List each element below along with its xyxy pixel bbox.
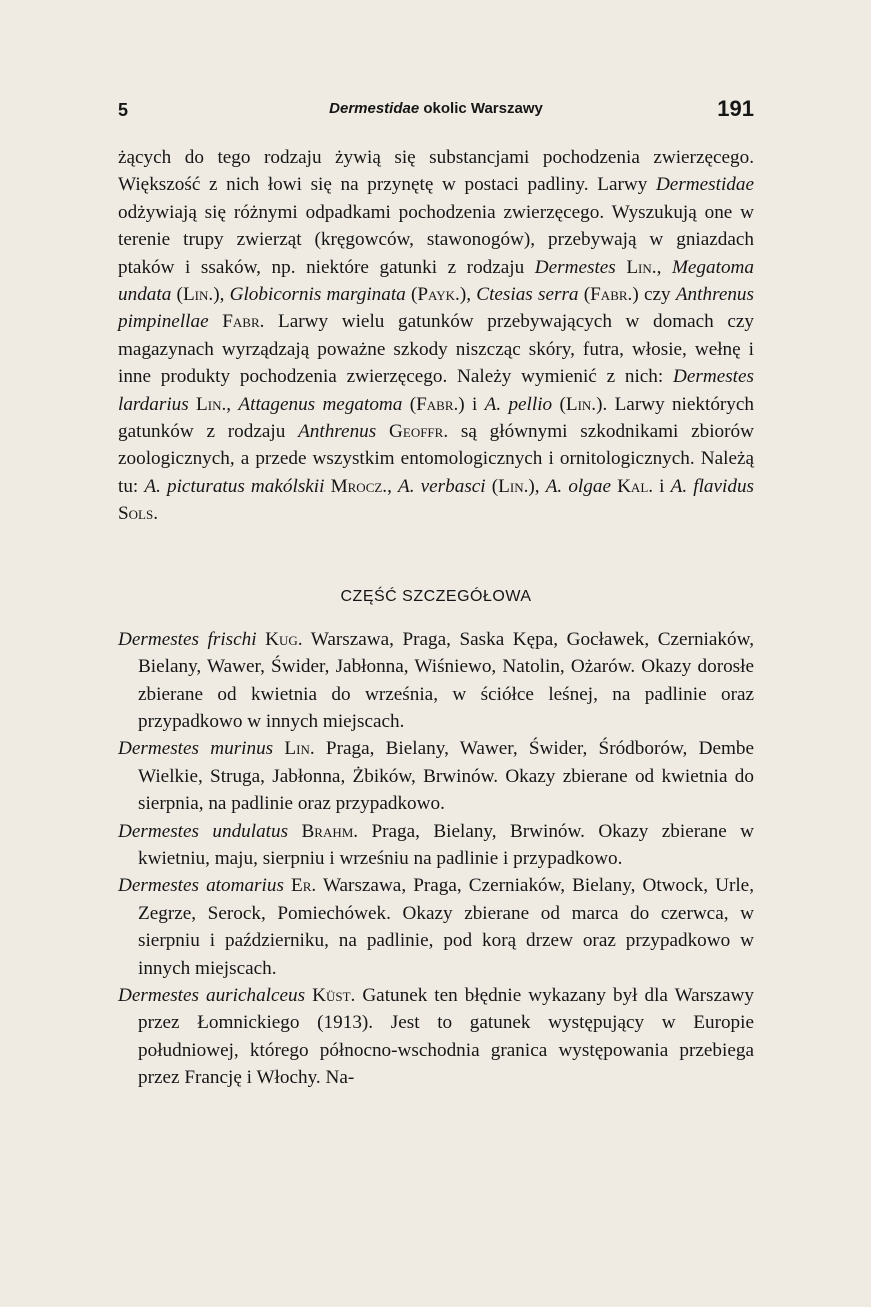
text-run: ( bbox=[171, 284, 183, 306]
text-run: ( bbox=[405, 284, 418, 306]
italic-taxon: Anthrenus bbox=[298, 421, 377, 443]
species-name: Dermestes murinus bbox=[118, 738, 274, 760]
author-name: Lin. bbox=[182, 284, 214, 306]
species-entry bbox=[118, 735, 754, 817]
text-run: ), bbox=[528, 475, 546, 497]
species-author: Lin bbox=[284, 738, 310, 760]
italic-taxon: Megatoma undata bbox=[118, 256, 754, 306]
italic-taxon: Anthrenus pimpinellae bbox=[118, 284, 754, 333]
text-run: ( bbox=[578, 284, 591, 306]
text-run: i bbox=[653, 475, 671, 497]
species-description: . Praga, Bielany, Wawer, Świder, Śródborów, Dembe Wielkie, Struga, Jabłonna, Żbików, Brwinów. Okazy zbierane od kwietnia do sierpnia, na padlinie oraz przypadkowo. bbox=[138, 738, 754, 815]
author-name: Fabr. bbox=[416, 393, 459, 415]
species-name: Dermestes undulatus bbox=[118, 820, 289, 842]
species-name: Dermestes aurichalceus bbox=[118, 984, 306, 1006]
text-run: ) i bbox=[458, 393, 485, 415]
header-left-number: 5 bbox=[118, 100, 129, 120]
text-run bbox=[616, 257, 627, 278]
italic-taxon: Ctesias serra bbox=[476, 284, 579, 306]
section-title: CZĘŚĆ SZCZEGÓŁOWA bbox=[340, 587, 532, 605]
text-run bbox=[189, 394, 196, 415]
page-number: 191 bbox=[717, 96, 754, 121]
text-run: . Larwy wielu gatunków przebywających w domach czy magazynach wyrządzają poważne szkody niszcząc skóry, futra, włosie, wełnę i inne produkty pochodzenia zwierzęcego. Należy wymienić z nich: bbox=[118, 311, 754, 388]
author-name: Lin. bbox=[626, 256, 657, 278]
italic-taxon: A. flavidus bbox=[670, 475, 755, 497]
author-name: Lin. bbox=[196, 393, 227, 415]
species-description: . Praga, Bielany, Brwinów. Okazy zbierane w kwietniu, maju, sierpniu i wrześniu na padlinie i przypadkowo. bbox=[138, 820, 754, 869]
text-run: ( bbox=[485, 475, 499, 497]
species-entry bbox=[118, 982, 754, 1092]
italic-taxon: Dermestidae bbox=[655, 174, 754, 196]
italic-taxon: A. picturatus makólskii bbox=[144, 475, 325, 497]
author-name: Lin. bbox=[498, 475, 529, 497]
species-name: Dermestes atomarius bbox=[118, 875, 284, 897]
species-entries bbox=[118, 626, 754, 1092]
italic-taxon: A. verbasci bbox=[398, 475, 486, 497]
text-run: ), bbox=[213, 284, 230, 306]
text-run: ( bbox=[402, 393, 417, 415]
species-description: . Gatunek ten błędnie wykazany był dla Warszawy przez Łomnickiego (1913). Jest to gatunek występujący w Europie południowej, którego północno-wschodnia granica występowania przebiega przez Francję i Włochy. Na- bbox=[138, 984, 755, 1089]
species-name: Dermestes frischi bbox=[118, 628, 257, 650]
page-body bbox=[118, 144, 754, 1092]
text-run: żących do tego rodzaju żywią się substancjami pochodzenia zwierzęcego. Większość z nich łowi się na przynętę w postaci padliny. Larwy bbox=[118, 147, 754, 196]
author-name: Sols. bbox=[118, 503, 159, 525]
text-run: ) czy bbox=[632, 284, 676, 306]
text-run: , bbox=[387, 475, 399, 497]
species-author: Er bbox=[291, 875, 312, 897]
species-entry bbox=[118, 872, 754, 982]
italic-taxon: Dermestes bbox=[534, 256, 616, 278]
author-name: Fabr bbox=[222, 311, 260, 333]
species-author: Kug bbox=[265, 628, 298, 650]
text-run: , bbox=[226, 393, 239, 415]
species-entry bbox=[118, 818, 754, 873]
author-name: Geoffr bbox=[389, 421, 444, 443]
species-author: Brahm bbox=[301, 820, 354, 842]
italic-taxon: A. olgae bbox=[545, 475, 611, 497]
text-run bbox=[376, 421, 389, 442]
text-run: . są głównymi szkodnikami zbiorów zoologicznych, a przede wszystkim entomologicznych i ornitologicznych. Należą tu: bbox=[118, 421, 754, 497]
italic-taxon: Dermestes lardarius bbox=[118, 366, 754, 415]
species-author: Küst bbox=[312, 984, 351, 1006]
author-name: Payk. bbox=[417, 284, 460, 306]
running-title-italic: Dermestidae bbox=[329, 100, 420, 117]
author-name: Fabr. bbox=[590, 284, 633, 306]
text-run: ( bbox=[552, 393, 566, 415]
text-run bbox=[209, 311, 223, 332]
text-run: , bbox=[656, 256, 672, 278]
species-description: . Warszawa, Praga, Czerniaków, Bielany, Otwock, Urle, Zegrze, Serock, Pomiechówek. Okazy zbierane od marca do czerwca, w sierpniu i październiku, na padlinie, pod korą drzew oraz przypadkowo w innych miejscach. bbox=[138, 875, 754, 979]
italic-taxon: Attagenus megatoma bbox=[238, 393, 403, 415]
author-name: Lin. bbox=[565, 393, 597, 415]
species-entry bbox=[118, 626, 754, 736]
text-run: ). Larwy niektórych gatunków z rodzaju bbox=[118, 393, 755, 443]
text-run: ), bbox=[459, 284, 477, 306]
italic-taxon: A. pellio bbox=[484, 393, 553, 415]
running-header bbox=[118, 96, 754, 126]
running-title bbox=[118, 100, 754, 117]
text-run: odżywiają się różnymi odpadkami pochodzenia zwierzęcego. Wyszukują one w terenie trupy zwierząt (kręgowców, stawonogów), przebywają w gniazdach ptaków i ssaków, np. niektóre gatunki z rodzaju bbox=[118, 201, 754, 278]
running-title-rest: okolic Warszawy bbox=[419, 100, 543, 117]
author-name: Mrocz. bbox=[330, 475, 388, 497]
intro-paragraph bbox=[118, 144, 754, 528]
author-name: Kal. bbox=[617, 475, 654, 497]
italic-taxon: Globicornis marginata bbox=[229, 284, 406, 306]
species-description: . Warszawa, Praga, Saska Kępa, Gocławek, Czerniaków, Bielany, Wawer, Świder, Jabłonna, Wiśniewo, Natolin, Ożarów. Okazy dorosłe zbierane od kwietnia do września, w ściółce leśnej, na padlinie oraz przypadkowo w innych miejscach. bbox=[138, 628, 754, 732]
